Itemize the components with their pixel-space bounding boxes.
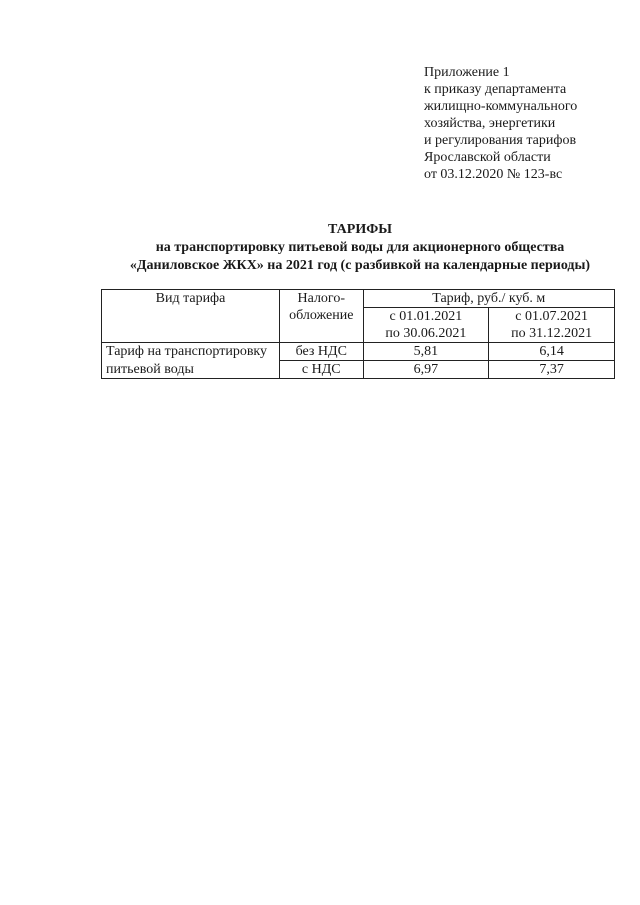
tariff-table: [101, 289, 615, 379]
period-1-to: по 30.06.2021: [385, 326, 467, 341]
appendix-line: Приложение 1: [424, 65, 510, 80]
header-tax: [279, 290, 363, 343]
title-heading: ТАРИФЫ: [328, 222, 392, 237]
header-tax-line2: обложение: [289, 308, 354, 323]
title-line-2: «Даниловское ЖКХ» на 2021 год (с разбивкой на календарные периоды): [129, 258, 591, 273]
appendix-line: от 03.12.2020 № 123-вс: [424, 167, 563, 182]
header-tax-line1: Налого-: [297, 291, 345, 306]
tax-cell: с НДС: [279, 361, 363, 379]
title-line-1: на транспортировку питьевой воды для акционерного общества: [155, 240, 565, 255]
appendix-line: и регулирования тарифов: [424, 133, 577, 148]
document-title: [0, 221, 640, 275]
appendix-line: к приказу департамента: [424, 82, 567, 97]
value-period-1: 6,97: [363, 361, 489, 379]
period-2-to: по 31.12.2021: [511, 326, 593, 341]
appendix-line: Ярославской области: [424, 150, 551, 165]
tax-cell: без НДС: [279, 343, 363, 361]
header-period-1: [363, 308, 489, 343]
header-tariff: Тариф, руб./ куб. м: [363, 290, 614, 308]
value-period-2: 6,14: [489, 343, 615, 361]
period-2-from: с 01.07.2021: [515, 309, 588, 324]
period-1-from: с 01.01.2021: [389, 309, 463, 324]
appendix-line: хозяйства, энергетики: [424, 116, 556, 131]
table-row: [102, 343, 615, 361]
header-period-2: [489, 308, 615, 343]
tariff-kind-cell: питьевой воды: [102, 361, 280, 379]
header-kind: Вид тарифа: [102, 290, 280, 343]
tariff-kind-cell: Тариф на транспортировку: [102, 343, 280, 361]
value-period-2: 7,37: [489, 361, 615, 379]
appendix-block: [424, 64, 624, 183]
header-row: [102, 290, 615, 308]
value-period-1: 5,81: [363, 343, 489, 361]
appendix-line: жилищно-коммунального: [424, 99, 578, 114]
table-row: [102, 361, 615, 379]
